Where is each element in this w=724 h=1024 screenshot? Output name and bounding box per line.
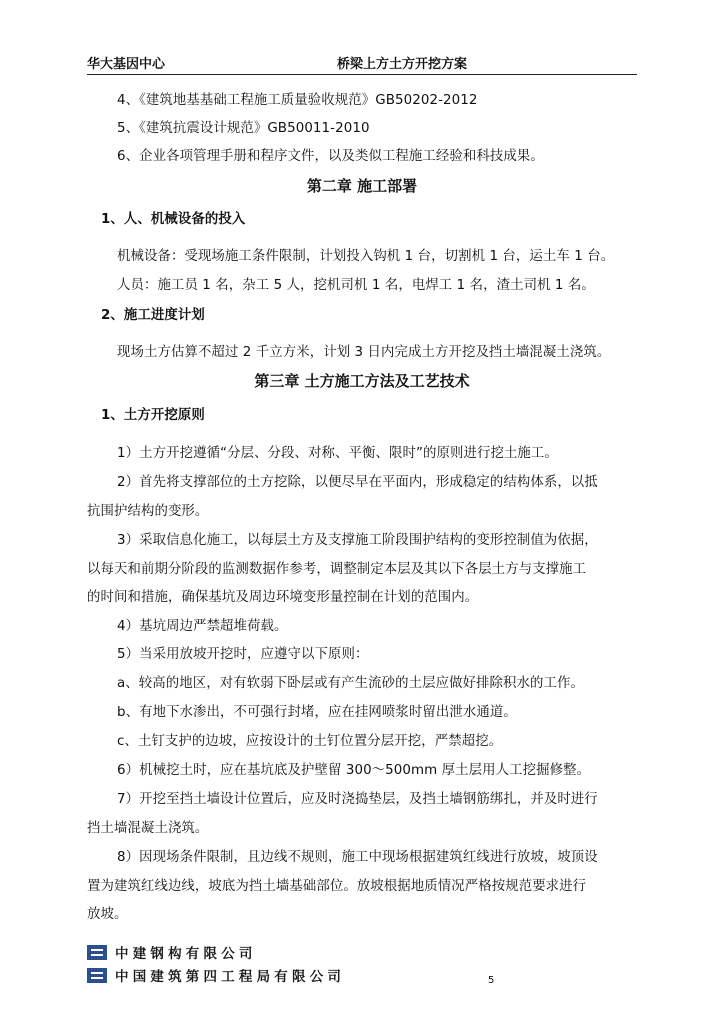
paragraph-line: 3）采取信息化施工，以每层土方及支撑施工阶段围护结构的变形控制值为依据， (117, 533, 598, 548)
section-heading: 1、土方开挖原则 (101, 408, 205, 423)
paragraph-line: 5）当采用放坡开挖时，应遵守以下原则： (117, 647, 369, 662)
chapter-heading: 第三章 土方施工方法及工艺技术 (254, 372, 470, 390)
chapter-heading: 第二章 施工部署 (306, 177, 418, 195)
header-org: 华大基因中心 (87, 57, 166, 72)
page-header (87, 52, 637, 75)
paragraph-line: 6）机械挖土时，应在基坑底及护壁留 300～500mm 厚土层用人工挖掘修整。 (117, 763, 591, 778)
paragraph-line: 8）因现场条件限制，且边线不规则，施工中现场根据建筑红线进行放坡，坡顶设 (117, 850, 598, 865)
page-number: 5 (488, 975, 495, 986)
footer-company-row (87, 941, 257, 963)
paragraph-line: b、有地下水渗出，不可强行封堵，应在挂网喷浆时留出泄水通道。 (117, 705, 517, 720)
paragraph-line: 放坡。 (87, 907, 128, 922)
paragraph-line: 7）开挖至挡土墙设计位置后，应及时浇捣垫层，及挡土墙钢筋绑扎，并及时进行 (117, 792, 598, 807)
reference-item: 4、《建筑地基基础工程施工质量验收规范》GB50202-2012 (117, 93, 478, 108)
cscec-logo-icon (87, 968, 107, 983)
paragraph-line: 人员：施工员 1 名，杂工 5 人，挖机司机 1 名，电焊工 1 名，渣土司机 1 名。 (117, 278, 595, 293)
paragraph-line: 2）首先将支撑部位的土方挖除，以便尽早在平面内，形成稳定的结构体系，以抵 (117, 475, 598, 490)
footer-company-row (87, 964, 345, 986)
paragraph-line: 4）基坑周边严禁超堆荷载。 (117, 619, 288, 634)
paragraph-line: 现场土方估算不超过 2 千立方米，计划 3 日内完成土方开挖及挡土墙混凝土浇筑。 (117, 345, 611, 360)
reference-item: 6、企业各项管理手册和程序文件，以及类似工程施工经验和科技成果。 (117, 149, 544, 164)
paragraph-line: 的时间和措施，确保基坑及周边环境变形量控制在计划的范围内。 (87, 590, 479, 605)
paragraph-line: 机械设备：受现场施工条件限制，计划投入钩机 1 台，切割机 1 台，运土车 1 台。 (117, 249, 615, 264)
paragraph-line: 置为建筑红线边线，坡底为挡土墙基础部位。放坡根据地质情况严格按规范要求进行 (87, 879, 587, 894)
section-heading: 2、施工进度计划 (101, 308, 205, 323)
paragraph-line: 挡土墙混凝土浇筑。 (87, 821, 209, 836)
reference-item: 5、《建筑抗震设计规范》GB50011-2010 (117, 121, 370, 136)
paragraph-line: 1）土方开挖遵循“分层、分段、对称、平衡、限时”的原则进行挖土施工。 (117, 446, 558, 461)
paragraph-line: 以每天和前期分阶段的监测数据作参考，调整制定本层及其以下各层土方与支撑施工 (87, 562, 587, 577)
paragraph-line: a、较高的地区，对有软弱下卧层或有产生流砂的土层应做好排除积水的工作。 (117, 676, 584, 691)
header-doc-title: 桥梁上方土方开挖方案 (337, 57, 468, 72)
paragraph-line: 抗围护结构的变形。 (87, 504, 209, 519)
paragraph-line: c、土钉支护的边坡，应按设计的土钉位置分层开挖，严禁超挖。 (117, 734, 503, 749)
cscec-logo-icon (87, 945, 107, 960)
footer-company-name: 中建钢构有限公司 (115, 946, 257, 962)
section-heading: 1、人、机械设备的投入 (101, 212, 246, 227)
footer-company-name: 中国建筑第四工程局有限公司 (115, 969, 346, 985)
